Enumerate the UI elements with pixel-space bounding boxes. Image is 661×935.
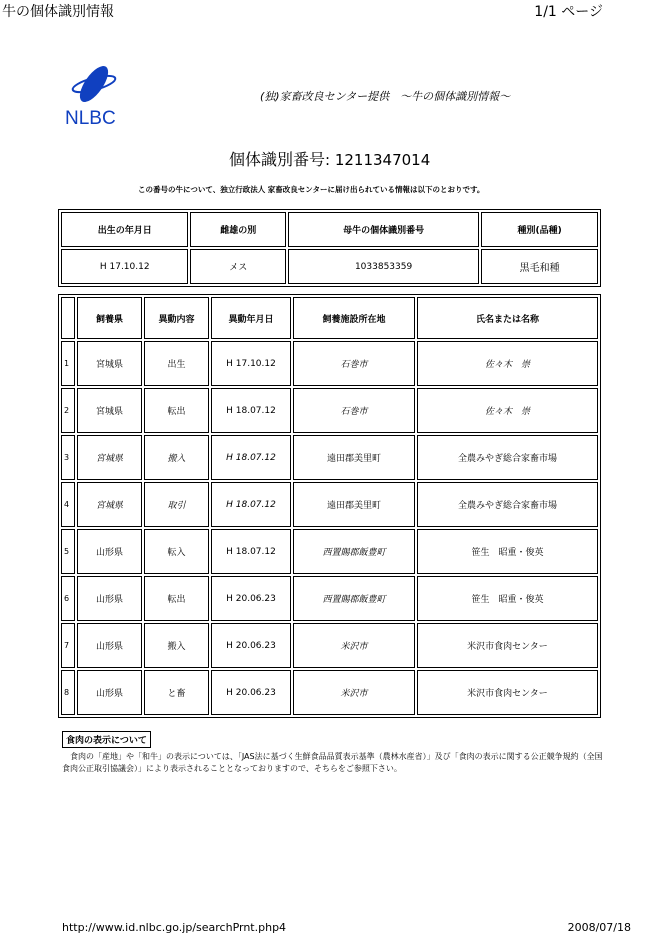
prefecture: 山形県 bbox=[77, 576, 142, 621]
prefecture: 宮城県 bbox=[77, 341, 142, 386]
movement-date: H 17.10.12 bbox=[211, 341, 291, 386]
prefecture: 宮城県 bbox=[77, 435, 142, 480]
movement-date: H 18.07.12 bbox=[211, 482, 291, 527]
basic-info-table bbox=[58, 209, 601, 287]
prefecture: 山形県 bbox=[77, 670, 142, 715]
facility-location: 西置賜郡飯豊町 bbox=[293, 576, 415, 621]
owner-name: 佐々木 崇 bbox=[417, 388, 598, 433]
owner-name: 佐々木 崇 bbox=[417, 341, 598, 386]
sex: メス bbox=[190, 249, 286, 284]
facility-location: 遠田郡美里町 bbox=[293, 482, 415, 527]
facility-location: 米沢市 bbox=[293, 670, 415, 715]
facility-location: 西置賜郡飯豊町 bbox=[293, 529, 415, 574]
prefecture: 山形県 bbox=[77, 529, 142, 574]
nlbc-logo bbox=[62, 60, 124, 128]
table-row bbox=[61, 623, 598, 668]
table-row bbox=[61, 576, 598, 621]
row-number: 6 bbox=[61, 576, 75, 621]
table-row bbox=[61, 341, 598, 386]
movement: 取引 bbox=[144, 482, 209, 527]
movement-date: H 18.07.12 bbox=[211, 529, 291, 574]
table-row bbox=[61, 529, 598, 574]
movement-date: H 20.06.23 bbox=[211, 670, 291, 715]
row-number: 5 bbox=[61, 529, 75, 574]
facility-location: 米沢市 bbox=[293, 623, 415, 668]
svg-text:NLBC: NLBC bbox=[65, 108, 116, 128]
prefecture: 宮城県 bbox=[77, 482, 142, 527]
header-sex: 雌雄の別 bbox=[190, 212, 286, 247]
prefecture: 山形県 bbox=[77, 623, 142, 668]
movement: 転出 bbox=[144, 388, 209, 433]
movement: 搬入 bbox=[144, 435, 209, 480]
table-row bbox=[61, 482, 598, 527]
row-number: 1 bbox=[61, 341, 75, 386]
row-number: 8 bbox=[61, 670, 75, 715]
id-label: 個体識別番号 bbox=[229, 150, 326, 169]
page-number: 1/1 ページ bbox=[534, 4, 603, 20]
header-prefecture: 飼養県 bbox=[77, 297, 142, 339]
movement: 転出 bbox=[144, 576, 209, 621]
header-mother-id: 母牛の個体識別番号 bbox=[288, 212, 479, 247]
table-row bbox=[61, 670, 598, 715]
facility-location: 石巻市 bbox=[293, 341, 415, 386]
movement-date: H 18.07.12 bbox=[211, 435, 291, 480]
footer-date: 2008/07/18 bbox=[567, 921, 631, 934]
birth-date: H 17.10.12 bbox=[61, 249, 188, 284]
owner-name: 全農みやぎ総合家畜市場 bbox=[417, 435, 598, 480]
history-table bbox=[58, 294, 601, 718]
row-number: 4 bbox=[61, 482, 75, 527]
movement: と畜 bbox=[144, 670, 209, 715]
table-row bbox=[61, 388, 598, 433]
footer-url: http://www.id.nlbc.go.jp/searchPrnt.php4 bbox=[62, 921, 287, 934]
movement-date: H 20.06.23 bbox=[211, 576, 291, 621]
mother-id: 1033853359 bbox=[288, 249, 479, 284]
facility-location: 遠田郡美里町 bbox=[293, 435, 415, 480]
history-header-row bbox=[61, 297, 598, 339]
movement-date: H 20.06.23 bbox=[211, 623, 291, 668]
movement-date: H 18.07.12 bbox=[211, 388, 291, 433]
row-number: 3 bbox=[61, 435, 75, 480]
owner-name: 笹生 昭重・俊英 bbox=[417, 576, 598, 621]
header-name: 氏名または名称 bbox=[417, 297, 598, 339]
header-birth-date: 出生の年月日 bbox=[61, 212, 188, 247]
header-movement: 異動内容 bbox=[144, 297, 209, 339]
page-header-title: 牛の個体識別情報 bbox=[2, 4, 114, 20]
notice-title: 食肉の表示について bbox=[62, 731, 151, 748]
id-value: : 1211347014 bbox=[325, 151, 431, 169]
row-number: 2 bbox=[61, 388, 75, 433]
header-row-number bbox=[61, 297, 75, 339]
header-facility-location: 飼養施設所在地 bbox=[293, 297, 415, 339]
table-row bbox=[61, 435, 598, 480]
header-movement-date: 異動年月日 bbox=[211, 297, 291, 339]
owner-name: 全農みやぎ総合家畜市場 bbox=[417, 482, 598, 527]
header-breed: 種別(品種) bbox=[481, 212, 598, 247]
provider-text: (独)家畜改良センター提供 ～牛の個体識別情報～ bbox=[260, 90, 511, 103]
breed: 黒毛和種 bbox=[481, 249, 598, 284]
movement: 搬入 bbox=[144, 623, 209, 668]
prefecture: 宮城県 bbox=[77, 388, 142, 433]
basic-header-row bbox=[61, 212, 598, 247]
intro-text: この番号の牛について、独立行政法人 家畜改良センターに届け出られている情報は以下のとおりです。 bbox=[138, 185, 485, 194]
movement: 転入 bbox=[144, 529, 209, 574]
owner-name: 米沢市食肉センター bbox=[417, 623, 598, 668]
row-number: 7 bbox=[61, 623, 75, 668]
owner-name: 米沢市食肉センター bbox=[417, 670, 598, 715]
movement: 出生 bbox=[144, 341, 209, 386]
owner-name: 笹生 昭重・俊英 bbox=[417, 529, 598, 574]
basic-value-row bbox=[61, 249, 598, 284]
facility-location: 石巻市 bbox=[293, 388, 415, 433]
notice-body: 食肉の「産地」や「和牛」の表示については、「JAS法に基づく生鮮食品品質表示基準（農林水産省）」及び「食肉の表示に関する公正競争規約（全国食肉公正取引協議会）」により表示されることとなっておりますので、そちらをご参照下さい。 bbox=[62, 752, 603, 773]
individual-id-line bbox=[229, 147, 430, 170]
